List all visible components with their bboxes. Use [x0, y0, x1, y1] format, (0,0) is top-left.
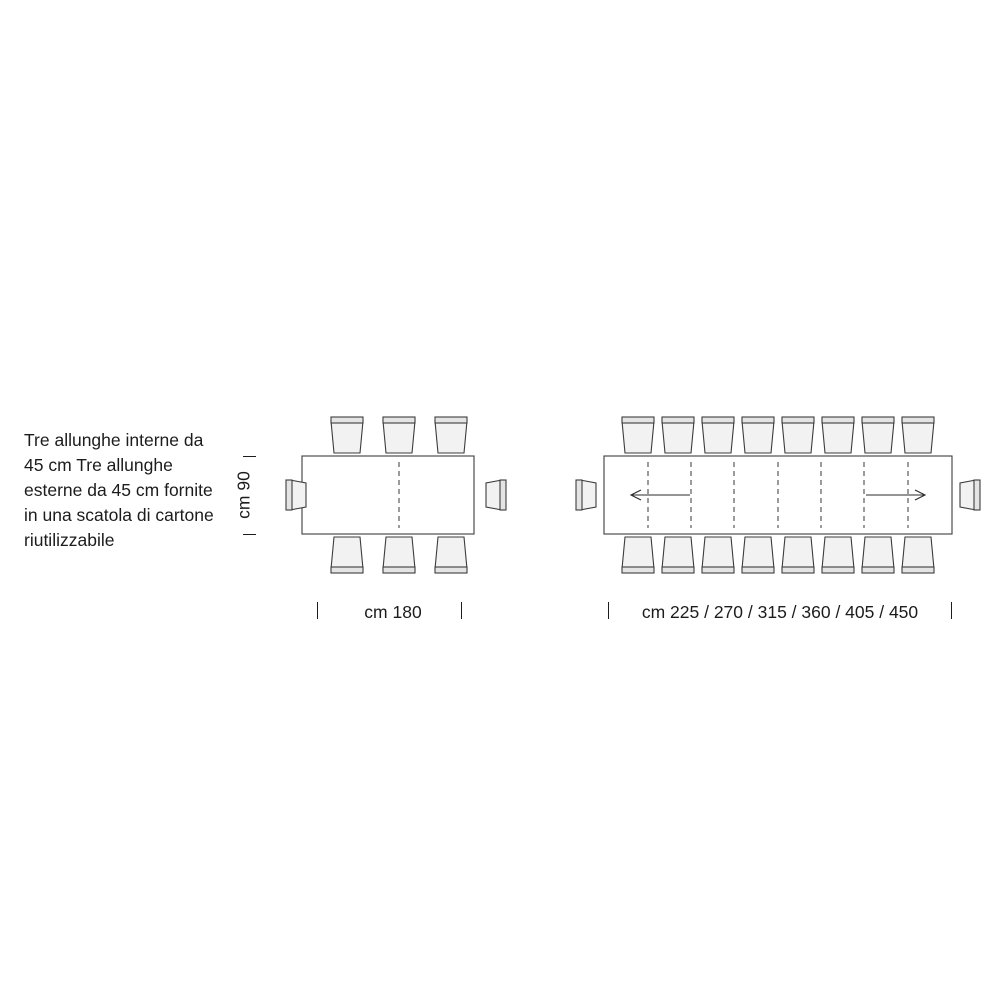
chair-left-ext-1: [576, 480, 596, 510]
dimension-width-extended: cm 225 / 270 / 315 / 360 / 405 / 450: [641, 602, 919, 622]
chair-top-ext-4: [742, 417, 774, 453]
chair-top-ext-7: [862, 417, 894, 453]
chair-top-ext-5: [782, 417, 814, 453]
chair-bottom-3: [435, 537, 467, 573]
chair-bottom-1: [331, 537, 363, 573]
chair-bottom-ext-3: [702, 537, 734, 573]
table-top-closed: [302, 456, 474, 534]
chair-top-ext-1: [622, 417, 654, 453]
table-closed-group: [286, 417, 506, 573]
chair-bottom-ext-1: [622, 537, 654, 573]
chair-top-3: [435, 417, 467, 453]
chair-top-ext-8: [902, 417, 934, 453]
chair-bottom-ext-7: [862, 537, 894, 573]
dimension-height: [232, 455, 256, 535]
chair-top-1: [331, 417, 363, 453]
chair-bottom-ext-6: [822, 537, 854, 573]
chair-top-2: [383, 417, 415, 453]
dimension-height-label: cm 90: [233, 471, 254, 519]
chair-bottom-ext-8: [902, 537, 934, 573]
chair-bottom-ext-4: [742, 537, 774, 573]
chair-top-ext-2: [662, 417, 694, 453]
dimension-width-closed: cm 180: [364, 602, 422, 622]
chair-top-group: [331, 417, 467, 453]
chair-top-group-ext: [622, 417, 934, 453]
chair-bottom-ext-5: [782, 537, 814, 573]
chair-left-1: [286, 480, 306, 510]
chair-right-1: [486, 480, 506, 510]
chair-top-ext-3: [702, 417, 734, 453]
chair-bottom-2: [383, 537, 415, 573]
chair-bottom-group: [331, 537, 467, 573]
table-extended-group: [576, 417, 980, 573]
description-text: Tre allunghe interne da 45 cm Tre allunghe esterne da 45 cm fornite in una scatola di cartone riutilizzabile: [24, 430, 214, 550]
chair-right-ext-1: [960, 480, 980, 510]
chair-bottom-group-ext: [622, 537, 934, 573]
chair-top-ext-6: [822, 417, 854, 453]
chair-bottom-ext-2: [662, 537, 694, 573]
